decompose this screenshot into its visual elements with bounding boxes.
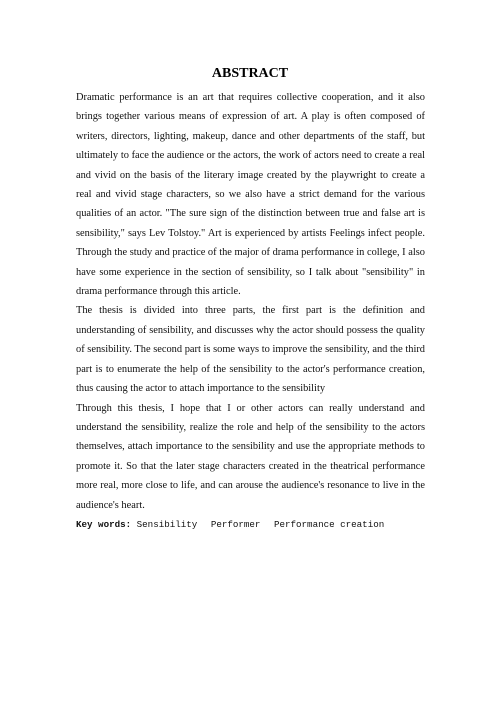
abstract-title: ABSTRACT bbox=[211, 66, 289, 81]
keyword-item: Sensibility bbox=[136, 518, 198, 530]
abstract-paragraph-2: The thesis is divided into three parts, the first part is the definition and understanding of sensibility, and discusses why the actor should possess the quality of sensibility. The second part is some ways to improve the sensibility, and the third part is to enumerate the help of the sensibility to the actor's performance creation, thus causing the actor to attach importance to the sensibility bbox=[76, 305, 425, 395]
abstract-paragraph-1: Dramatic performance is an art that requires collective cooperation, and it also brings together various means of expression of art. A play is often composed of writers, directors, lighting, makeup, dance and other departments of the staff, but ultimately to face the audience or the actors, the work of actors need to create a real and vivid on the basis of the literary image created by the playwright to create a real and vivid stage characters, so we also have a strict demand for the various qualities of an actor. "The sure sign of the distinction between true and false art is sensibility," says Lev Tolstoy." Art is experienced by artists Feelings infect people. Through the study and practice of the major of drama performance in college, I also have some experience in the section of sensibility, so I talk about "sensibility" in drama performance through this article. bbox=[76, 92, 425, 298]
keywords-line bbox=[76, 515, 425, 534]
keywords-label: Key words: bbox=[76, 518, 132, 530]
keyword-item: Performance creation bbox=[273, 518, 385, 530]
keyword-item: Performer bbox=[210, 518, 261, 530]
abstract-paragraph-3: Through this thesis, I hope that I or other actors can really understand and understand the sensibility, realize the role and help of the sensibility to the actors themselves, attach importance to the sensibility and use the appropriate methods to promote it. So that the later stage characters created in the theatrical performance more real, more close to life, and can arouse the audience's resonance to live in the audience's heart. bbox=[76, 402, 425, 511]
abstract-body bbox=[76, 88, 425, 534]
